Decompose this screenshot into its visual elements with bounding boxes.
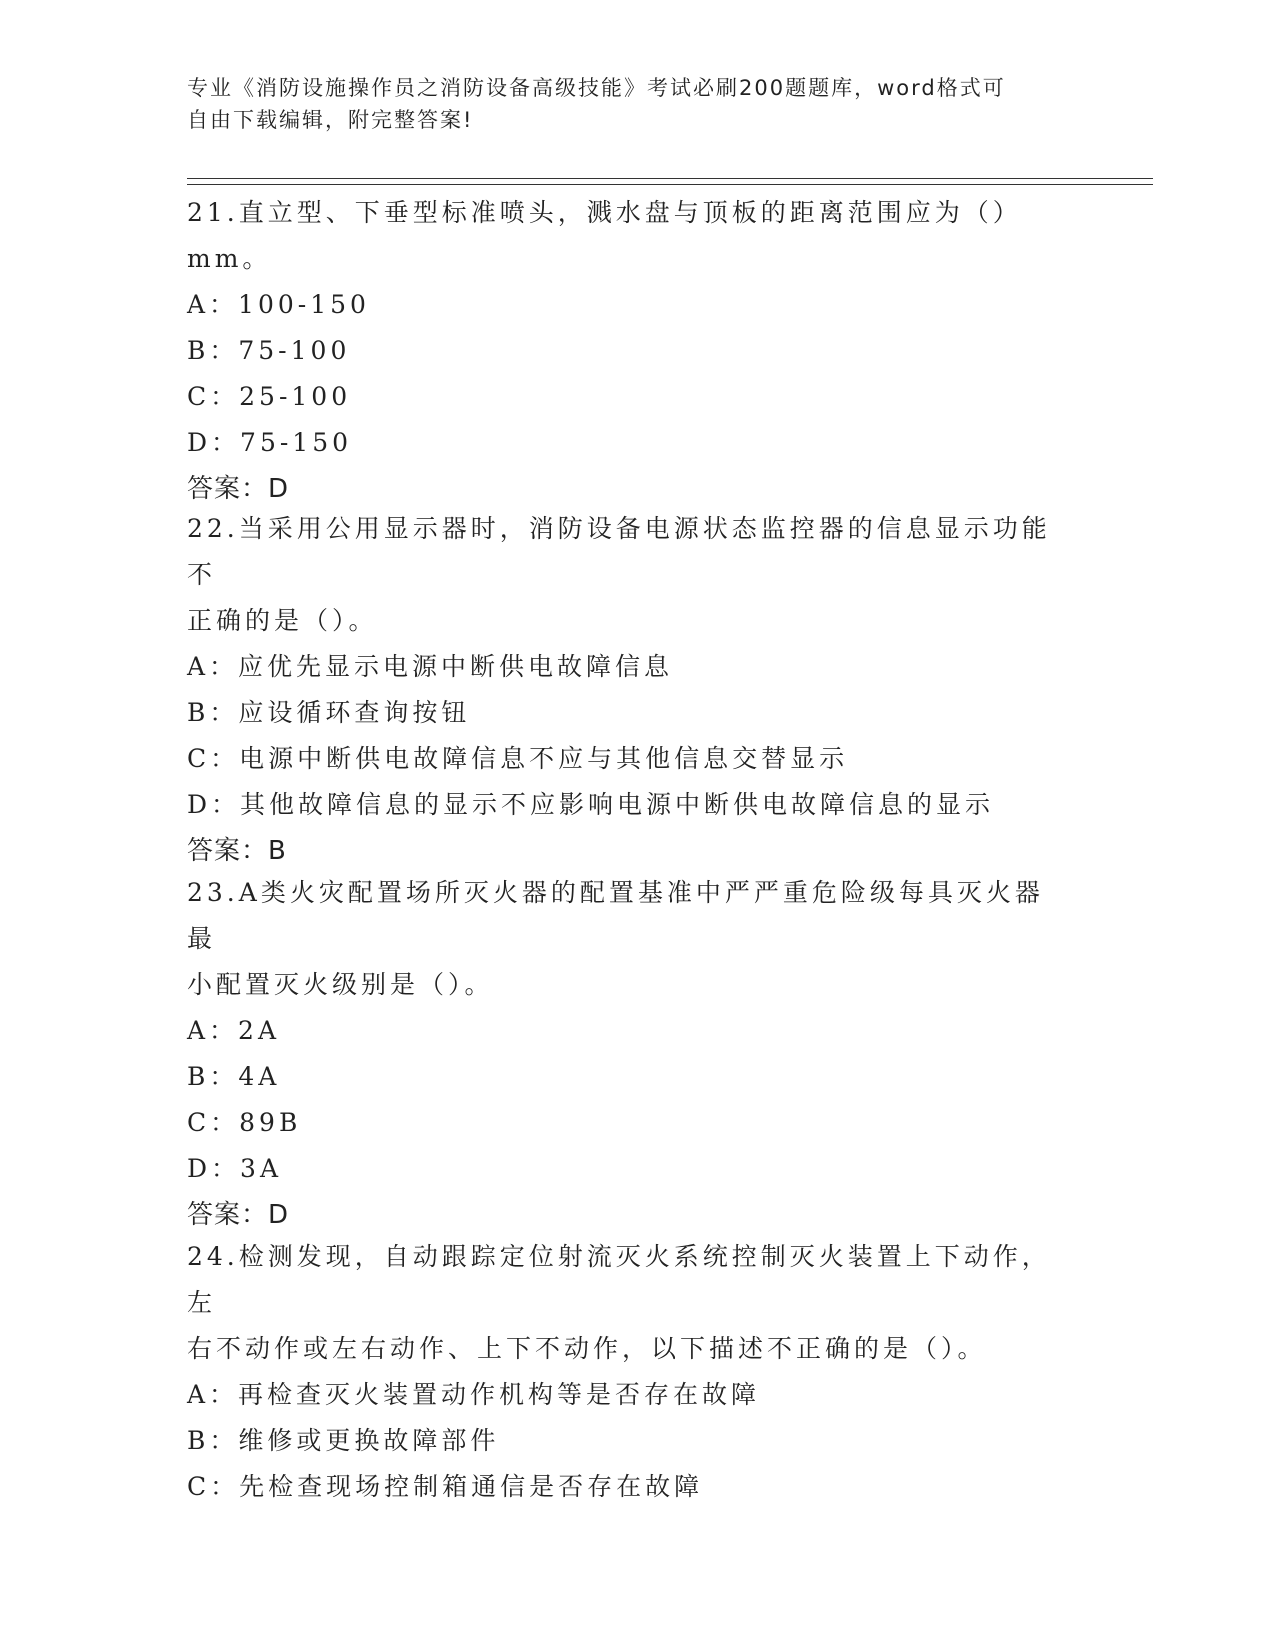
option-c: C：25-100 <box>187 382 352 411</box>
answer-line: 答案：D <box>187 474 290 504</box>
option-c: C：先检查现场控制箱通信是否存在故障 <box>187 1472 704 1501</box>
option-c: C：电源中断供电故障信息不应与其他信息交替显示 <box>187 744 849 773</box>
question-21 <box>187 190 1067 512</box>
answer-line: 答案：B <box>187 836 287 866</box>
option-b: B：4A <box>187 1062 281 1091</box>
question-stem-line-2: 正确的是（）。 <box>187 606 378 635</box>
option-a: A：应优先显示电源中断供电故障信息 <box>187 652 674 681</box>
question-stem-line-1: 24.检测发现，自动跟踪定位射流灭火系统控制灭火装置上下动作，左 <box>187 1242 1051 1317</box>
question-stem-line-1: 22.当采用公用显示器时，消防设备电源状态监控器的信息显示功能不 <box>187 514 1051 589</box>
option-b: B：75-100 <box>187 336 351 365</box>
option-b: B：应设循环查询按钮 <box>187 698 471 727</box>
answer-line: 答案：D <box>187 1200 290 1230</box>
header-line-2: 自由下载编辑，附完整答案! <box>187 108 474 132</box>
option-a: A：再检查灭火装置动作机构等是否存在故障 <box>187 1380 761 1409</box>
question-24 <box>187 1234 1067 1510</box>
header-line-1: 专业《消防设施操作员之消防设备高级技能》考试必刷200题题库，word格式可 <box>187 76 1006 100</box>
question-stem-line-1: 23.A类火灾配置场所灭火器的配置基准中严严重危险级每具灭火器最 <box>187 878 1044 953</box>
question-23 <box>187 870 1067 1238</box>
header-divider-top <box>187 178 1153 179</box>
option-b: B：维修或更换故障部件 <box>187 1426 500 1455</box>
option-a: A：2A <box>187 1016 281 1045</box>
option-d: D：3A <box>187 1154 283 1183</box>
option-d: D：75-150 <box>187 428 353 457</box>
question-stem-line-2: 小配置灭火级别是（）。 <box>187 970 494 999</box>
question-stem-line-2: 右不动作或左右动作、上下不动作，以下描述不正确的是（）。 <box>187 1334 987 1363</box>
option-d: D：其他故障信息的显示不应影响电源中断供电故障信息的显示 <box>187 790 995 819</box>
document-header <box>187 72 1067 136</box>
question-22 <box>187 506 1067 874</box>
question-stem: 21.直立型、下垂型标准喷头，溅水盘与顶板的距离范围应为（）mm。 <box>187 198 1022 273</box>
header-divider-bottom <box>187 184 1153 185</box>
option-c: C：89B <box>187 1108 302 1137</box>
option-a: A：100-150 <box>187 290 370 319</box>
